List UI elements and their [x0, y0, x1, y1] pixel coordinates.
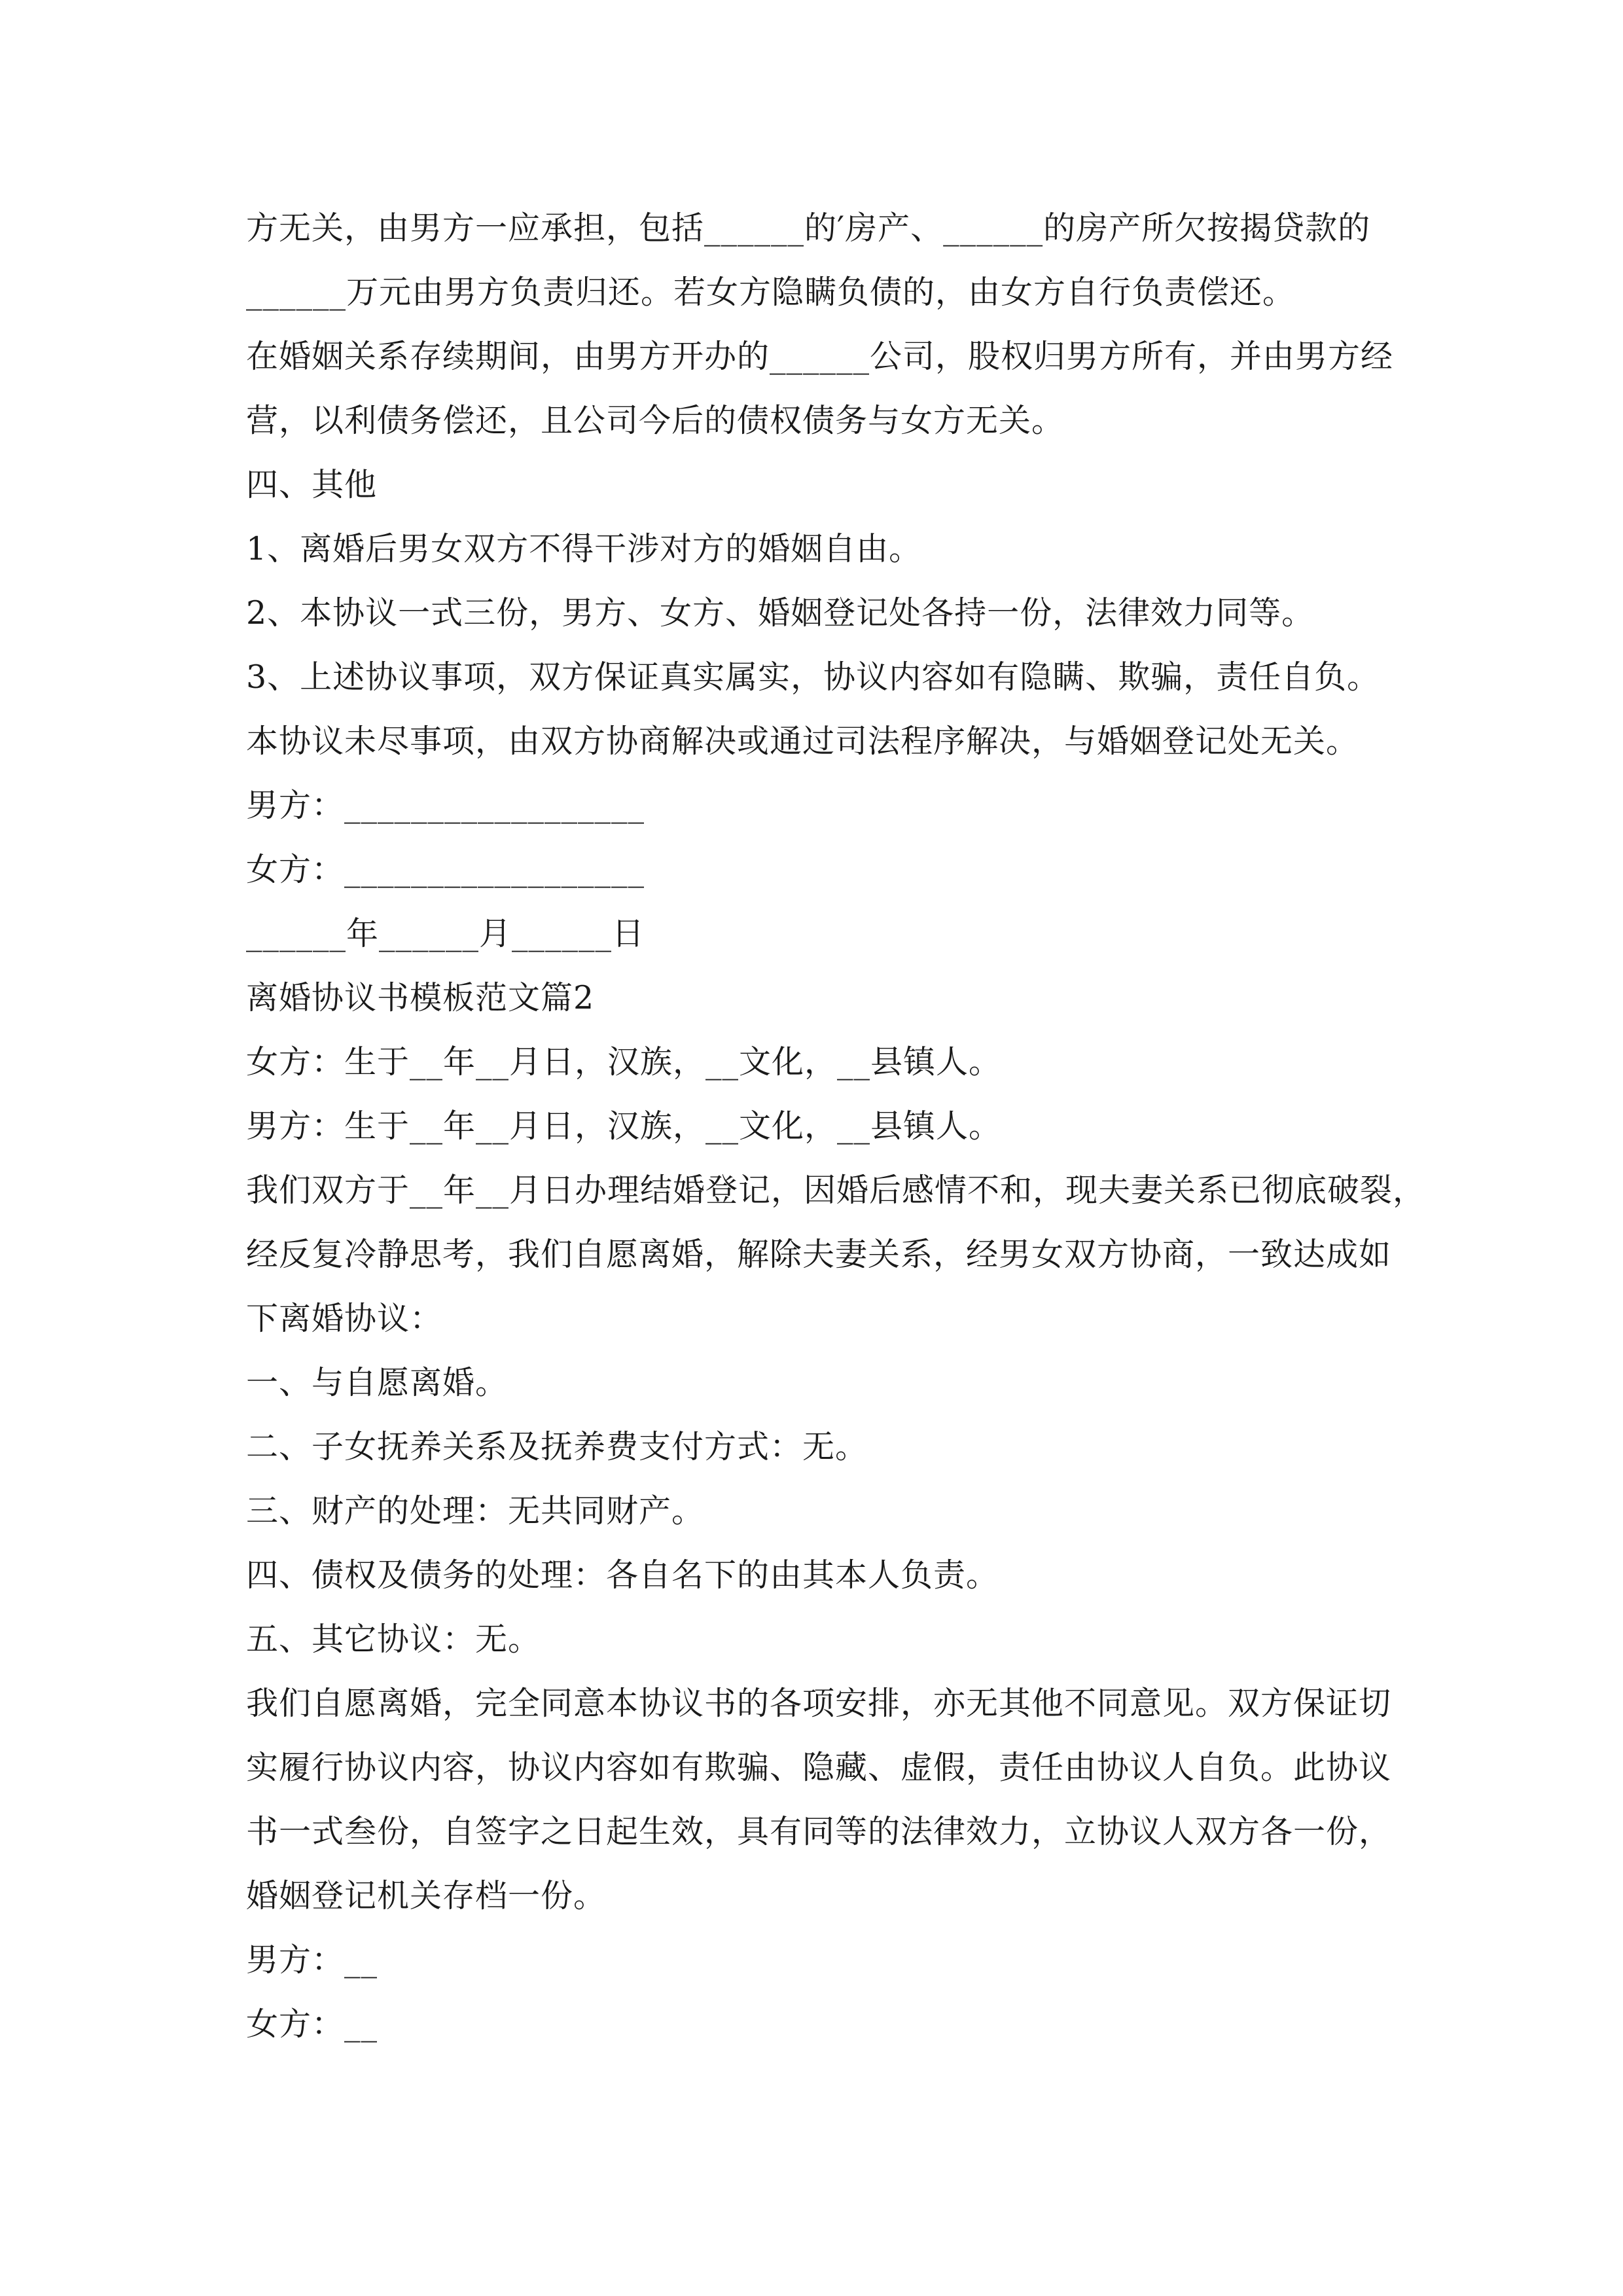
- clause-item: 二、子女抚养关系及抚养费支付方式：无。: [246, 1428, 868, 1465]
- text-line: 本协议未尽事项，由双方协商解决或通过司法程序解决，与婚姻登记处无关。: [246, 723, 1359, 760]
- text-line: 婚姻登记机关存档一份。: [246, 1877, 607, 1914]
- text-line: 经反复冷静思考，我们自愿离婚，解除夫妻关系，经男女双方协商，一致达成如: [246, 1236, 1392, 1273]
- text-line: 方无关，由男方一应承担，包括______的′房产、______的房产所欠按揭贷款的: [246, 209, 1371, 247]
- text-line: 男方：生于__年__月日，汉族，__文化，__县镇人。: [246, 1107, 1002, 1145]
- text-line: 3、上述协议事项，双方保证真实属实，协议内容如有隐瞒、欺骗，责任自负。: [246, 658, 1380, 696]
- text-line: 实履行协议内容，协议内容如有欺骗、隐藏、虚假，责任由协议人自负。此协议: [246, 1749, 1392, 1786]
- text-line: ______万元由男方负责归还。若女方隐瞒负债的，由女方自行负责偿还。: [246, 274, 1296, 311]
- text-line: 在婚姻关系存续期间，由男方开办的______公司，股权归男方所有，并由男方经: [246, 338, 1394, 375]
- text-line: 我们双方于__年__月日办理结婚登记，因婚后感情不和，现夫妻关系已彻底破裂，: [246, 1172, 1426, 1209]
- document-body: [246, 196, 1426, 2056]
- clause-item: 一、与自愿离婚。: [246, 1364, 508, 1401]
- text-line: 2、本协议一式三份，男方、女方、婚姻登记处各持一份，法律效力同等。: [246, 594, 1315, 632]
- document-title: 离婚协议书模板范文篇2: [246, 979, 595, 1016]
- section-heading: 四、其他: [246, 466, 378, 503]
- signature-line-female: 女方：__________________: [246, 851, 645, 888]
- text-line: 书一式叁份，自签字之日起生效，具有同等的法律效力，立协议人双方各一份，: [246, 1813, 1392, 1850]
- clause-item: 三、财产的处理：无共同财产。: [246, 1492, 705, 1530]
- clause-item: 五、其它协议：无。: [246, 1621, 541, 1658]
- text-line: 下离婚协议：: [246, 1300, 443, 1337]
- signature-line-male: 男方：__: [246, 1941, 378, 1979]
- signature-line-male: 男方：__________________: [246, 787, 645, 824]
- date-line: ______年______月______日: [246, 915, 645, 952]
- text-line: 1、离婚后男女双方不得干涉对方的婚姻自由。: [246, 530, 922, 567]
- clause-item: 四、债权及债务的处理：各自名下的由其本人负责。: [246, 1556, 999, 1594]
- text-line: 女方：生于__年__月日，汉族，__文化，__县镇人。: [246, 1043, 1002, 1081]
- text-line: 营，以利债务偿还，且公司今后的债权债务与女方无关。: [246, 402, 1065, 439]
- signature-line-female: 女方：__: [246, 2005, 378, 2043]
- text-line: 我们自愿离婚，完全同意本协议书的各项安排，亦无其他不同意见。双方保证切: [246, 1685, 1392, 1722]
